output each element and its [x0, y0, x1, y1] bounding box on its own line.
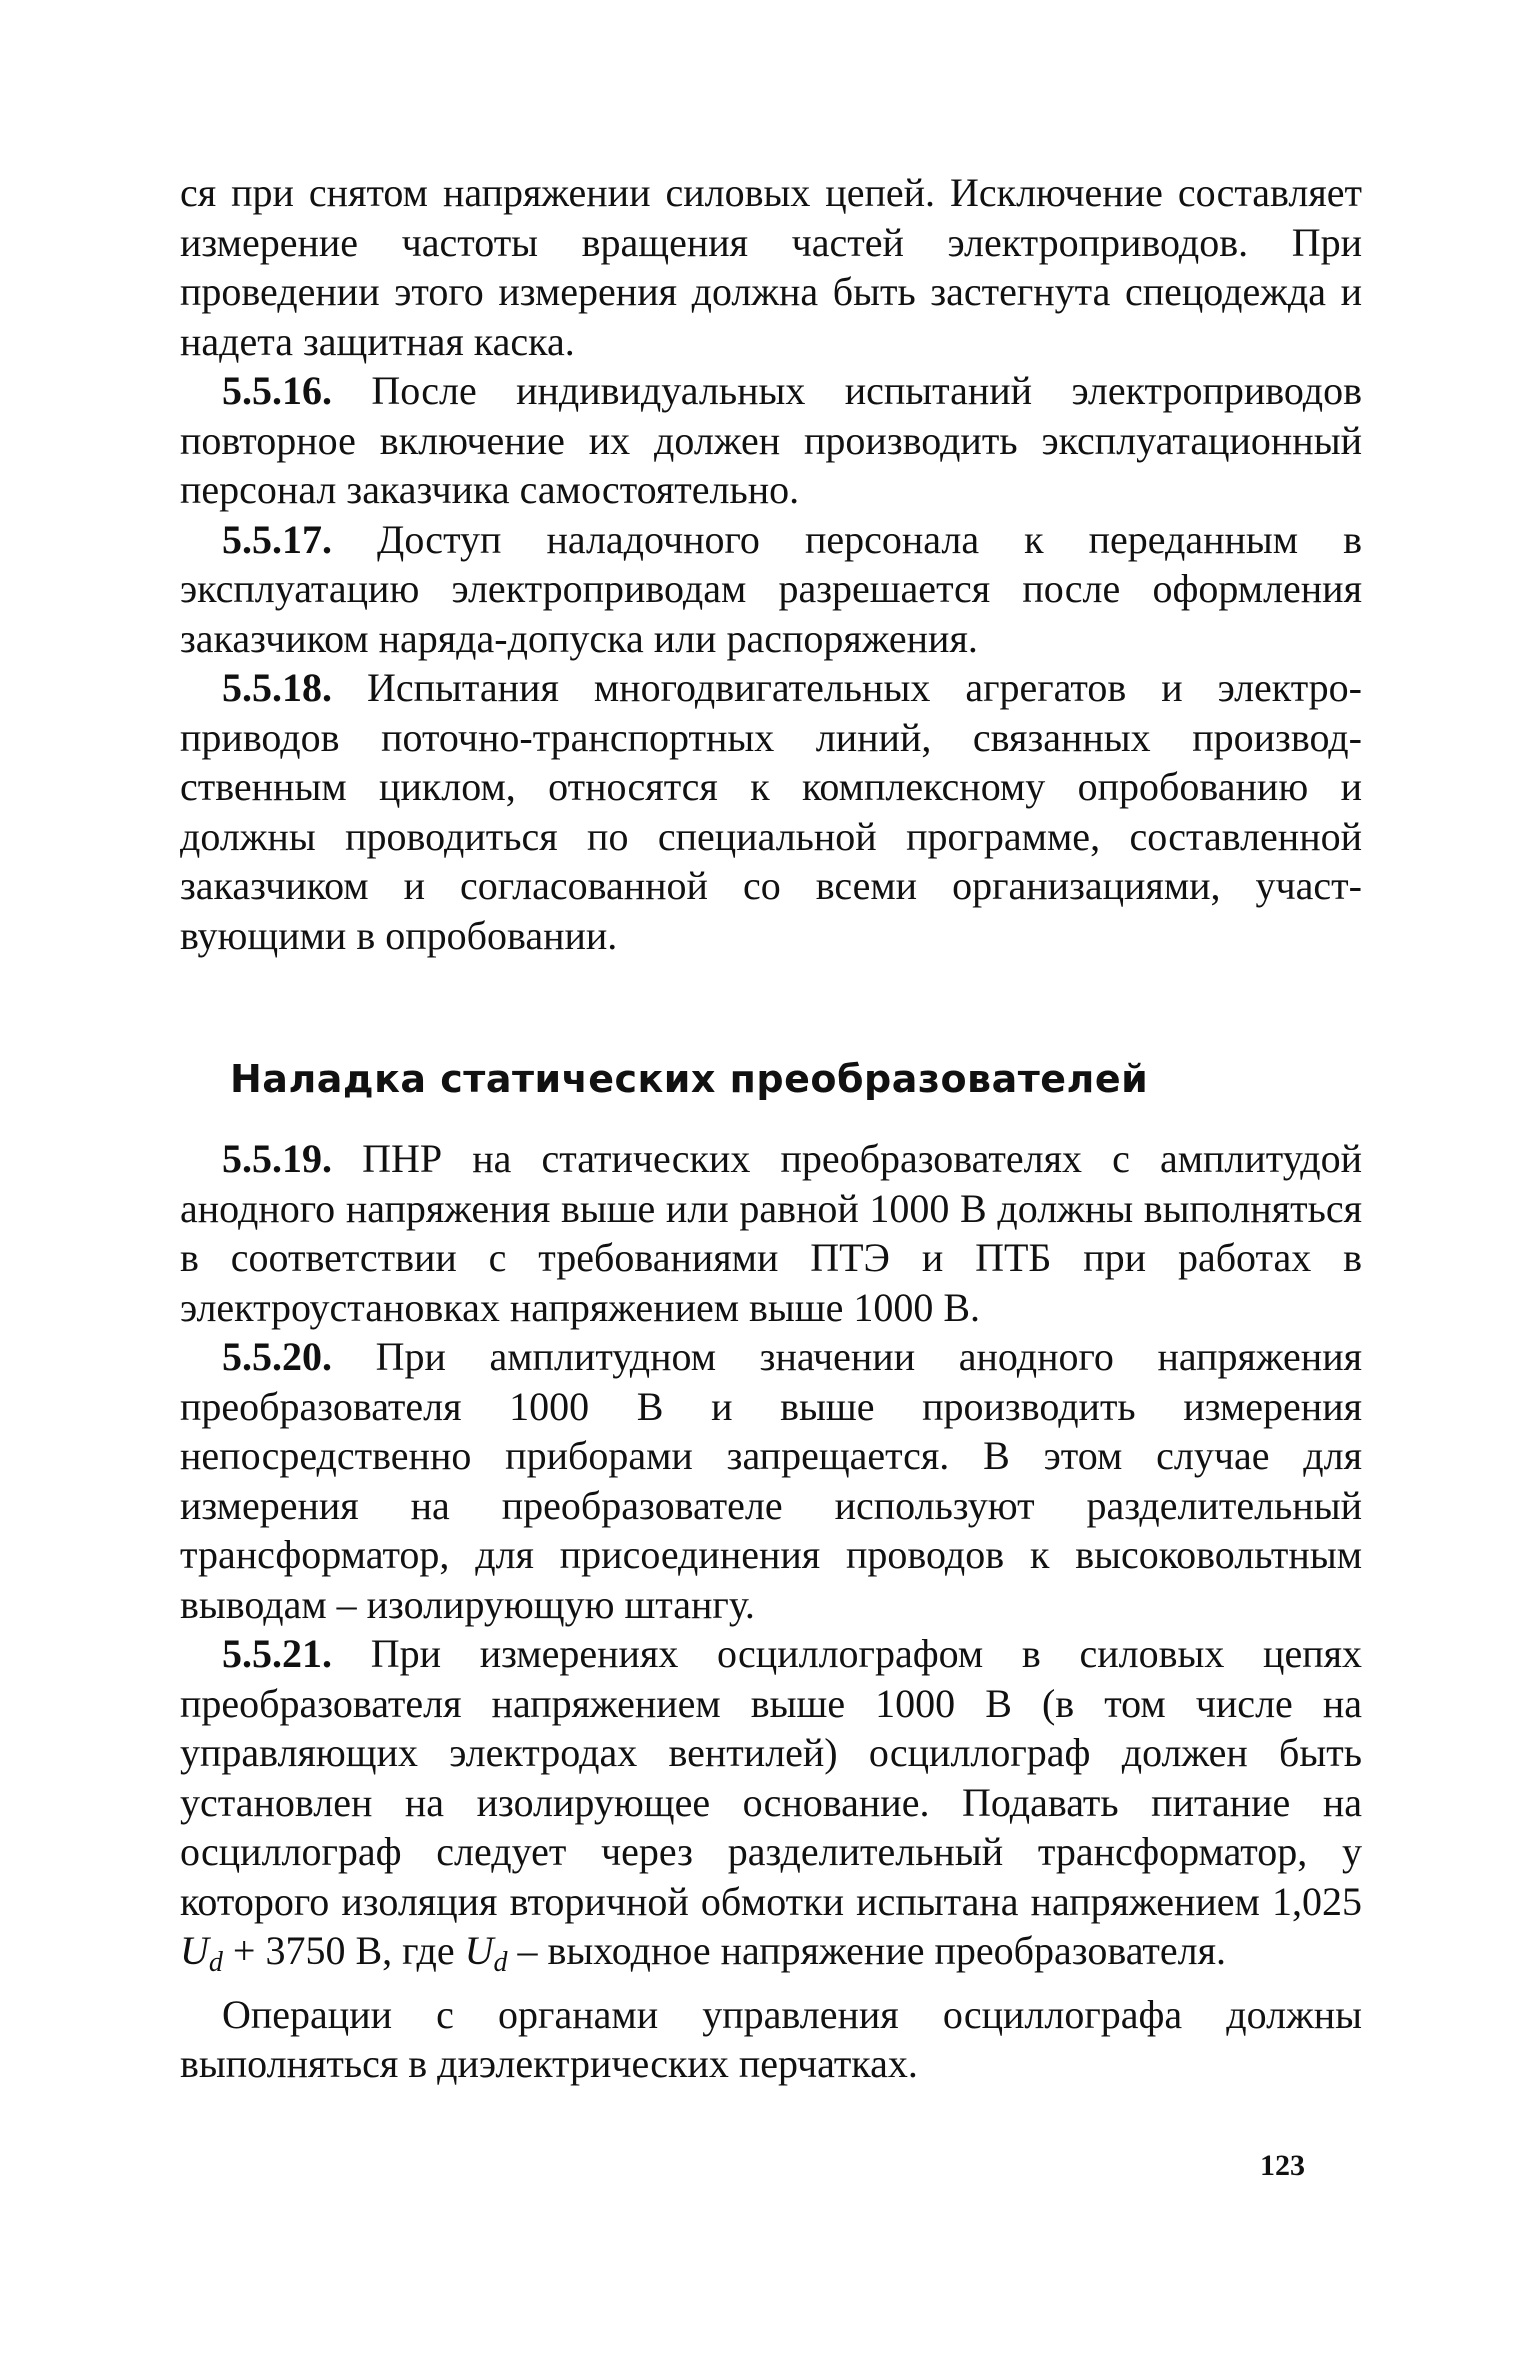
section-number: 5.5.19. [222, 1136, 332, 1181]
section-5-5-18 [180, 663, 1362, 960]
subscript-d: d [208, 1947, 223, 1978]
variable-u: U [464, 1928, 494, 1973]
section-text: – выходное напряжение преобразователя. [507, 1928, 1227, 1973]
section-number: 5.5.17. [222, 516, 332, 562]
section-text: После индивидуальных испытаний электроприводов повторное включение их должен производить эксплуатационный персонал заказчика самостоятельно. [180, 368, 1362, 512]
section-text: Испытания многодвигательных агрегатов и электроприводов поточно-транспортных линий, связанных производственным циклом, относятся к комплексному опробованию и должны проводиться по специальной программе, составленной заказчиком и согласованной со всеми организациями, участвующими в опробовании. [180, 665, 1362, 958]
section-number: 5.5.18. [222, 665, 332, 710]
paragraph-gap [180, 1976, 1362, 1990]
section-number: 5.5.21. [222, 1631, 332, 1676]
section-5-5-19 [180, 1134, 1362, 1332]
section-text: ПНР на статических преобразователях с амплитудой анодного напряжения выше или равной 1000 В должны выполняться в соответствии с требованиями ПТЭ и ПТБ при работах в электроустановках напряжением выше 1000 В. [180, 1136, 1362, 1330]
section-text: + 3750 В, где [222, 1928, 465, 1973]
page-number: 123 [1260, 2149, 1305, 2182]
section-text: При измерениях осциллографом в силовых цепях преобразователя напряжением выше 1000 В (в том числе на управляющих электродах вентилей) осциллограф должен быть установлен на изолирующее основание. Подавать питание на осциллограф следует через разделительный трансформатор, у которого изоляция вторичной обмотки испытана напряжением 1,025 [180, 1631, 1362, 1924]
section-5-5-16 [180, 366, 1362, 515]
section-number: 5.5.20. [222, 1334, 332, 1379]
paragraph-closing: Операции с органами управления осциллографа должны выполняться в диэлектрических перчатках. [180, 1991, 1362, 2086]
document-page [180, 168, 1362, 2318]
section-text: Доступ наладочного персонала к переданным в эксплуатацию электроприводам разрешается после оформления заказчиком наряда-допуска или распоряжения. [180, 516, 1362, 661]
section-5-5-21 [180, 1629, 1362, 1976]
section-heading: Наладка статических преобразователей [230, 1057, 1149, 1101]
section-number: 5.5.16. [222, 368, 332, 413]
variable-u: U [180, 1928, 209, 1973]
subscript-d: d [493, 1947, 508, 1978]
section-5-5-20 [180, 1332, 1362, 1629]
paragraph-continuation: ся при снятом напряжении силовых цепей. Исключение составляет измерение частоты вращения частей электроприводов. При проведении этого измерения должна быть застегнута спецодежда и надета защитная каска. [180, 170, 1362, 364]
section-text: При амплитудном значении анодного напряжения преобразователя 1000 В и выше производить измерения непосредственно приборами запрещается. В этом случае для измерения на преобразователе используют разделительный трансформатор, для присоединения проводов к высоковольтным выводам – изолирующую штангу. [180, 1334, 1362, 1627]
section-5-5-17 [180, 515, 1362, 664]
